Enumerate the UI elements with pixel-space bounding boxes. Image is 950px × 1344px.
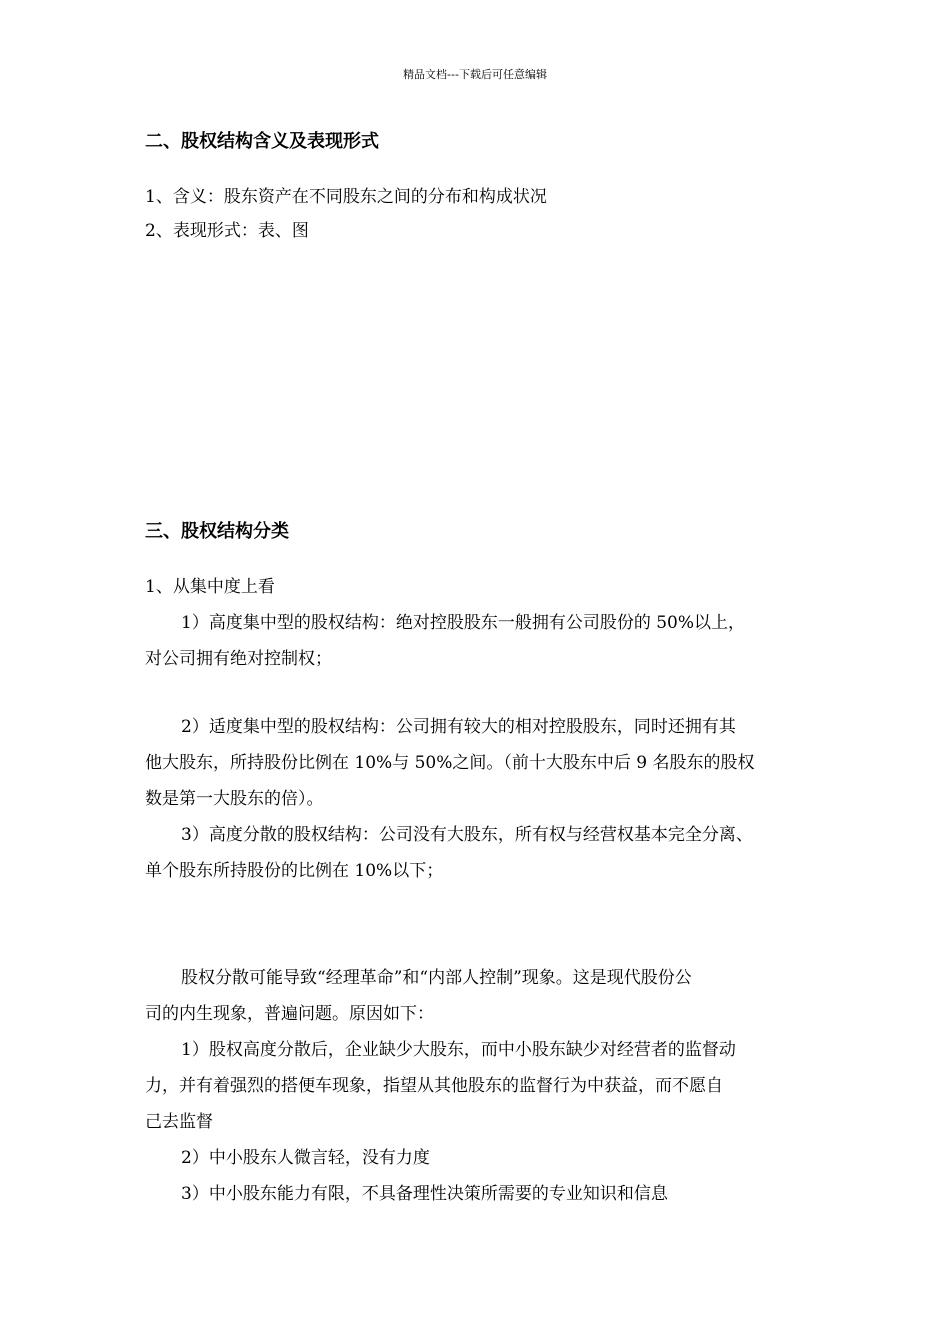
section-2-heading: 二、股权结构含义及表现形式 — [145, 131, 379, 152]
section-3-heading: 三、股权结构分类 — [145, 521, 289, 542]
reason-1-line-1: 1）股权高度分散后，企业缺少大股东，而中小股东缺少对经营者的监督动 — [181, 1040, 736, 1060]
page-header: 精品文档---下载后可任意编辑 — [403, 68, 547, 81]
definition-line: 1、含义：股东资产在不同股东之间的分布和构成状况 — [145, 187, 547, 207]
concentration-subheading: 1、从集中度上看 — [145, 577, 275, 597]
dispersion-intro-line-2: 司的内生现象，普遍问题。原因如下： — [145, 1004, 434, 1024]
reason-2-line: 2）中小股东人微言轻，没有力度 — [181, 1148, 430, 1168]
dispersion-effects-block — [145, 960, 825, 1212]
high-concentration-line-1: 1）高度集中型的股权结构：绝对控股股东一般拥有公司股份的 50%以上， — [181, 613, 746, 633]
concentration-block — [145, 569, 825, 677]
dispersion-intro-line-1: 股权分散可能导致“经理革命”和“内部人控制”现象。这是现代股份公 — [181, 968, 692, 988]
dispersed-line-2: 单个股东所持股份的比例在 10%以下； — [145, 861, 444, 881]
moderate-concentration-block — [145, 709, 825, 889]
reason-1-line-3: 己去监督 — [145, 1112, 213, 1132]
reason-1-line-2: 力，并有着强烈的搭便车现象，指望从其他股东的监督行为中获益，而不愿自 — [145, 1076, 723, 1096]
forms-line: 2、表现形式：表、图 — [145, 221, 309, 241]
moderate-concentration-line-2: 他大股东，所持股份比例在 10%与 50%之间。（前十大股东中后 9 名股东的股权 — [145, 753, 755, 773]
high-concentration-line-2: 对公司拥有绝对控制权； — [145, 649, 332, 669]
reason-3-line: 3）中小股东能力有限，不具备理性决策所需要的专业知识和信息 — [181, 1184, 668, 1204]
moderate-concentration-line-1: 2）适度集中型的股权结构：公司拥有较大的相对控股股东，同时还拥有其 — [181, 717, 736, 737]
moderate-concentration-line-3: 数是第一大股东的倍）。 — [145, 789, 324, 809]
section-2-body — [145, 179, 825, 249]
dispersed-line-1: 3）高度分散的股权结构：公司没有大股东，所有权与经营权基本完全分离、 — [181, 825, 753, 845]
